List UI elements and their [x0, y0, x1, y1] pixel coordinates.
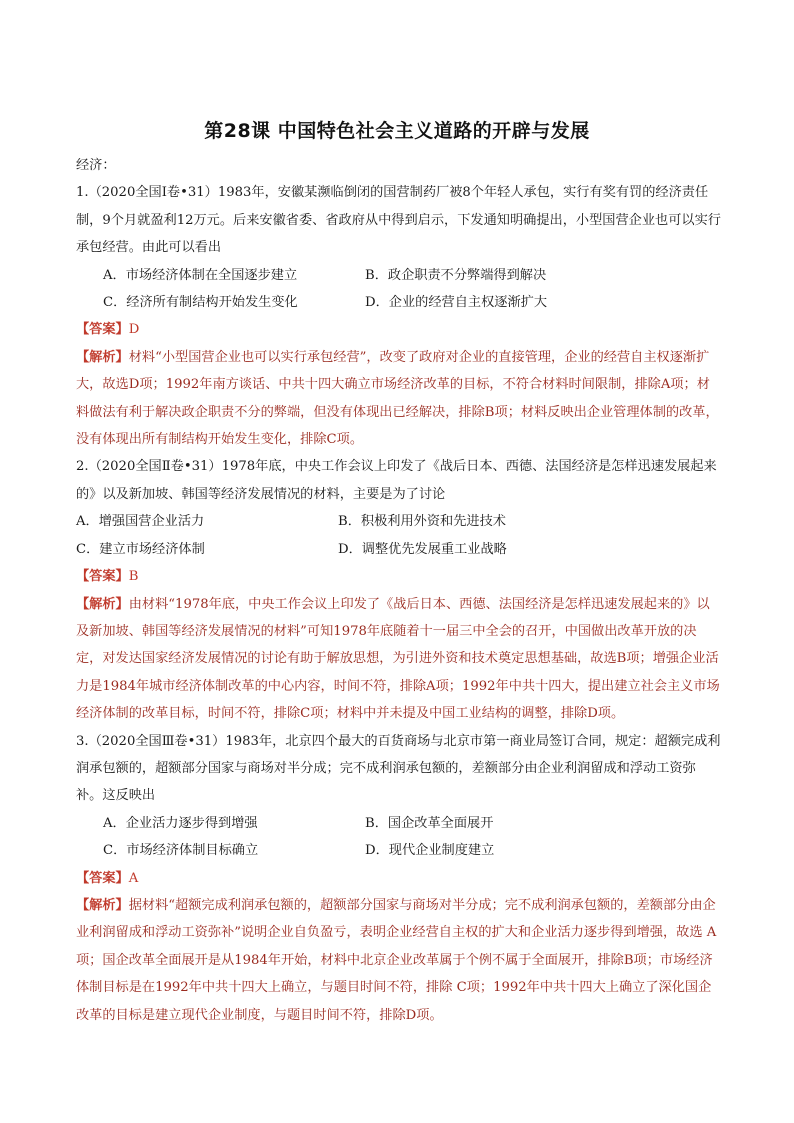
analysis-tag: 【解析】: [76, 349, 129, 365]
analysis-body: 由材料“1978年底，中央工作会议上印发了《战后日本、西德、法国经济是怎样迅速发展起来的》以及新加坡、韩国等经济发展情况的材料”可知1978年底随着十一届三中全会的召开，中国做出改革开放的决定，对发达国家经济发展情况的讨论有助于解放思想，为引进外资和技术奠定思想基础，故选B项；增强企业活力是1984年城市经济体制改革的中心内容，时间不符，排除A项；1992年中共十四大，提出建立社会主义市场经济体制的改革目标，时间不符，排除C项；材料中并未提及中国工业结构的调整，排除D项。: [76, 596, 720, 722]
answer-tag: 【答案】: [76, 569, 129, 585]
option-d: D．企业的经营自主权逐渐扩大: [365, 295, 548, 311]
answer-line: [76, 865, 722, 892]
answer-line: [76, 316, 722, 343]
question-stem: 2.（2020全国Ⅱ卷•31）1978年底，中央工作会议上印发了《战后日本、西德、法国经济是怎样迅速发展起来的》以及新加坡、韩国等经济发展情况的材料，主要是为了讨论: [76, 459, 717, 502]
analysis-text: [76, 344, 722, 454]
page-title: 第28课 中国特色社会主义道路的开辟与发展: [204, 120, 590, 142]
content-body: [76, 152, 722, 1029]
question-1: [76, 179, 722, 453]
question-3: [76, 728, 722, 1029]
question-stem: 1.（2020全国Ⅰ卷•31）1983年，安徽某濒临倒闭的国营制药厂被8个年轻人承包，实行有奖有罚的经济责任制，9个月就盈利12万元。后来安徽省委、省政府从中得到启示，下发通知明确提出，小型国营企业也可以实行承包经营。由此可以看出: [76, 185, 721, 256]
option-b: B．政企职责不分弊端得到解决: [365, 267, 547, 283]
analysis-body: 材料“小型国营企业也可以实行承包经营”，改变了政府对企业的直接管理，企业的经营自主权逐渐扩大，故选D项；1992年南方谈话、中共十四大确立市场经济改革的目标，不符合材料时间限制，排除A项；材料做法有利于解决政企职责不分的弊端，但没有体现出已经解决，排除B项；材料反映出企业管理体制的改革，没有体现出所有制结构开始发生变化，排除C项。: [76, 349, 719, 448]
option-a: A．企业活力逐步得到增强: [103, 815, 258, 831]
answer-line: [76, 563, 722, 590]
option-c: C．建立市场经济体制: [76, 541, 205, 557]
answer-tag: 【答案】: [76, 870, 129, 886]
answer-value: A: [128, 870, 139, 886]
analysis-text: [76, 892, 722, 1029]
option-b: B．积极利用外资和先进技术: [338, 514, 506, 530]
answer-tag: 【答案】: [76, 322, 129, 338]
answer-value: B: [128, 569, 139, 585]
option-b: B．国企改革全面展开: [365, 815, 494, 831]
analysis-tag: 【解析】: [76, 897, 129, 913]
option-c: C．市场经济体制目标确立: [103, 843, 259, 859]
question-2: [76, 453, 722, 727]
options-list: [76, 810, 722, 865]
question-stem: 3.（2020全国Ⅲ卷•31）1983年，北京四个最大的百货商场与北京市第一商业局签订合同，规定：超额完成利润承包额的，超额部分国家与商场对半分成；完不成利润承包额的，差额部分由企业利润留成和浮动工资弥补。这反映出: [76, 733, 721, 804]
answer-value: D: [128, 322, 140, 338]
options-list: [76, 262, 722, 317]
option-c: C．经济所有制结构开始发生变化: [103, 295, 298, 311]
option-a: A．市场经济体制在全国逐步建立: [103, 267, 298, 283]
options-list: [76, 508, 722, 563]
option-a: A．增强国营企业活力: [76, 514, 205, 530]
analysis-body: 据材料“超额完成利润承包额的，超额部分国家与商场对半分成；完不成利润承包额的，差额部分由企业利润留成和浮动工资弥补”说明企业自负盈亏，表明企业经营自主权的扩大和企业活力逐步得到增强，故选 A项；国企改革全面展开是从1984年开始，材料中北京企业改革属于个例不属于全面展开，排除B项；市场经济体制目标是在1992年中共十四大上确立，与题目时间不符，排除 C项；1992年中共十四大上确立了深化国企改革的目标是建立现代企业制度，与题目时间不符，排除D项。: [76, 897, 717, 1023]
option-d: D．现代企业制度建立: [365, 843, 495, 859]
analysis-text: [76, 591, 722, 728]
section-label: 经济：: [76, 158, 116, 173]
analysis-tag: 【解析】: [76, 596, 129, 612]
option-d: D．调整优先发展重工业战略: [338, 541, 507, 557]
